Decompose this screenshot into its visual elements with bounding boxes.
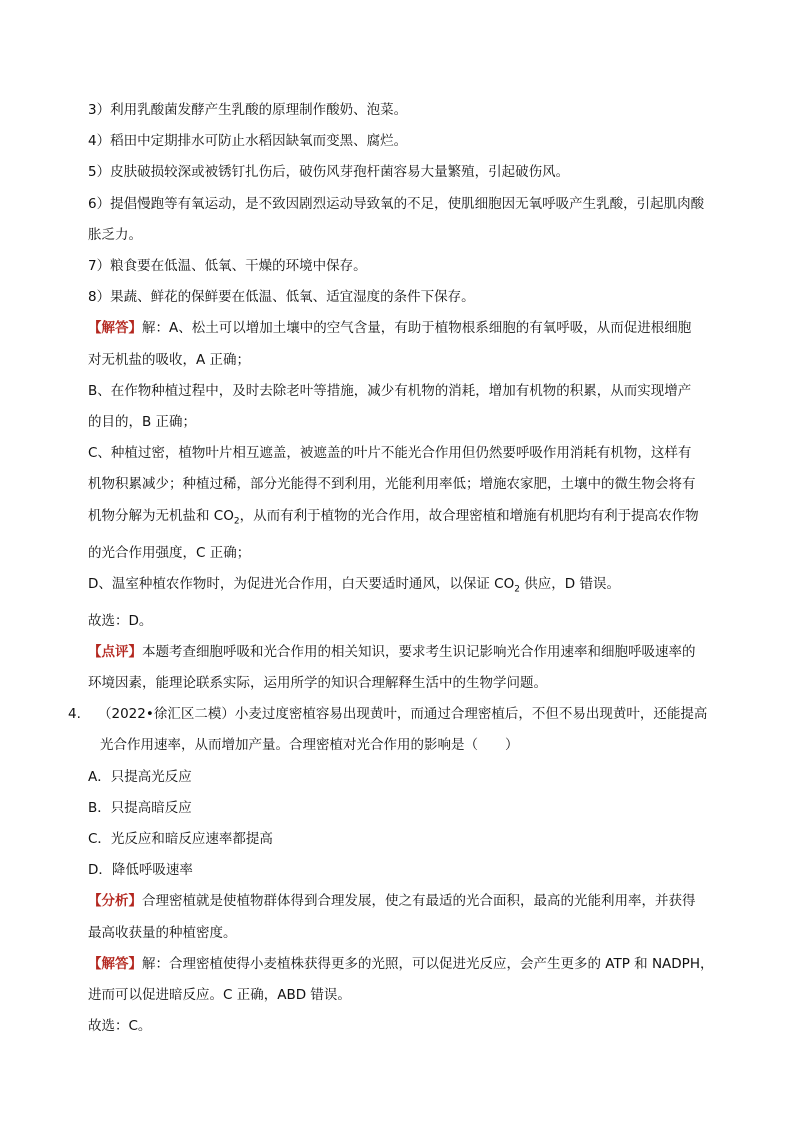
point-3: 3）利用乳酸菌发酵产生乳酸的原理制作酸奶、泡菜。 [88,102,408,118]
q4-stem-line-1: 4. （2022•徐汇区二模）小麦过度密植容易出现黄叶，而通过合理密植后，不但不易出现黄叶，还能提高 [88,699,728,730]
q3-comment-line-1: 【点评】本题考查细胞呼吸和光合作用的相关知识，要求考生识记影响光合作用速率和细胞呼吸速率的 [88,643,696,660]
q4-analysis-line-2: 最高收获量的种植密度。 [88,924,237,941]
q3-answer-line-4: 的目的，B 正确； [88,414,197,431]
answer-tag: 【解答】 [88,955,142,972]
q3-comment-line-2: 环境因素，能理论联系实际，运用所学的知识合理解释生活中的生物学问题。 [88,675,547,692]
point-4: 4）稻田中定期排水可防止水稻因缺氧而变黑、腐烂。 [88,133,408,150]
q4-answer-line-1: 【解答】解：合理密植使得小麦植株获得更多的光照，可以促进光反应，会产生更多的 ATP 和 NADPH， [88,955,714,972]
document-page [68,95,728,1042]
q3-answer-line-6: 机物积累减少；种植过稀，部分光能得不到利用，光能利用率低；增施农家肥，土壤中的微生物会将有 [88,476,696,493]
q3-answer-line-5: C、种植过密，植物叶片相互遮盖，被遮盖的叶片不能光合作用但仍然要呼吸作用消耗有机物，这样有 [88,445,692,462]
point-6-cont: 胀乏力。 [88,226,142,243]
q3-answer-line-1: 【解答】解：A、松土可以增加土壤中的空气含量，有助于植物根系细胞的有氧呼吸，从而促进根细胞 [88,320,692,337]
q4-analysis-line-1: 【分析】合理密植就是使植物群体得到合理发展，使之有最适的光合面积，最高的光能利用率，并获得 [88,893,696,910]
q3-answer-line-3: B、在作物种植过程中，及时去除老叶等措施，减少有机物的消耗，增加有机物的积累，从而实现增产 [88,382,692,399]
q4-option-d: D．降低呼吸速率 [88,862,193,879]
point-7: 7）粮食要在低温、低氧、干燥的环境中保存。 [88,258,367,275]
q4-choice: 故选：C。 [88,1018,152,1035]
comment-tag: 【点评】 [88,643,142,660]
q3-answer-line-9: D、温室种植农作物时，为促进光合作用，白天要适时通风，以保证 $CO_2$ 供应，D 错误。 [88,575,620,595]
q4-option-c: C．光反应和暗反应速率都提高 [88,831,273,848]
point-5: 5）皮肤破损较深或被锈钉扎伤后，破伤风芽孢杆菌容易大量繁殖，引起破伤风。 [88,164,570,181]
q3-answer-line-8: 的光合作用强度，C 正确； [88,544,251,561]
analysis-tag: 【分析】 [88,893,142,910]
q4-answer-line-2: 进而可以促进暗反应。C 正确，ABD 错误。 [88,987,351,1004]
answer-tag: 【解答】 [88,320,142,337]
q4-option-b: B．只提高暗反应 [88,799,192,816]
q3-choice: 故选：D。 [88,612,153,629]
point-8: 8）果蔬、鲜花的保鲜要在低温、低氧、适宜湿度的条件下保存。 [88,289,475,306]
question-number: 4. [68,706,81,723]
q3-answer-line-7: 机物分解为无机盐和 $CO_2$，从而有利于植物的光合作用，故合理密植和增施有机肥均有利于提高农作物 [88,507,699,527]
q4-option-a: A．只提高光反应 [88,768,192,785]
q3-answer-line-2: 对无机盐的吸收，A 正确； [88,351,251,368]
point-6: 6）提倡慢跑等有氧运动，是不致因剧烈运动导致氧的不足，使肌细胞因无氧呼吸产生乳酸，引起肌肉酸 [88,195,705,212]
q4-stem-line-2: 光合作用速率，从而增加产量。合理密植对光合作用的影响是（ ） [100,737,519,754]
